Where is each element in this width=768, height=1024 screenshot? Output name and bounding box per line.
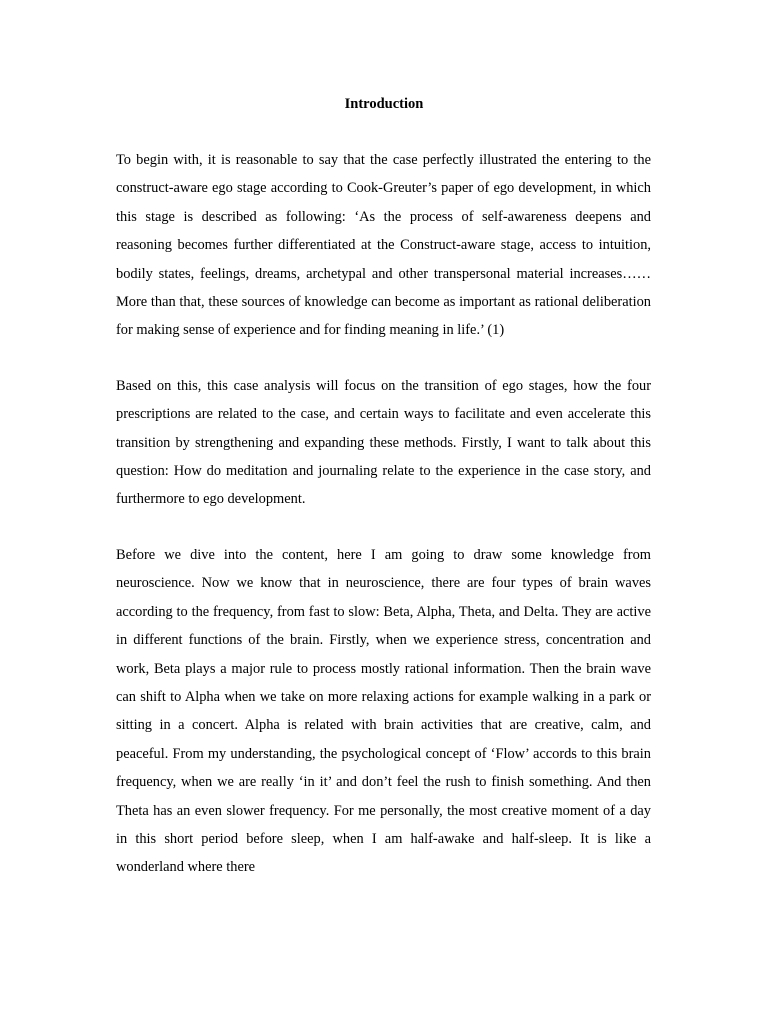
paragraph-1: To begin with, it is reasonable to say that the case perfectly illustrated the entering to the construct-aware ego stage according to Cook-Greuter’s paper of ego development, in which this stage is described as following: ‘As the process of self-awareness deepens and reasoning becomes further differentiated at the Construct-aware stage, access to intuition, bodily states, feelings, dreams, archetypal and other transpersonal material increases……More than that, these sources of knowledge can become as important as rational deliberation for making sense of experience and for finding meaning in life.’ (1): [116, 152, 651, 339]
page-title: Introduction: [344, 96, 424, 112]
paragraph-3: Before we dive into the content, here I am going to draw some knowledge from neuroscience. Now we know that in neuroscience, there are four types of brain waves according to the frequency, from fast to slow: Beta, Alpha, Theta, and Delta. They are active in different functions of the brain. Firstly, when we experience stress, concentration and work, Beta plays a major rule to process mostly rational information. Then the brain wave can shift to Alpha when we take on more relaxing actions for example walking in a park or sitting in a concert. Alpha is related with brain activities that are creative, calm, and peaceful. From my understanding, the psychological concept of ‘Flow’ accords to this brain frequency, when we are really ‘in it’ and don’t feel the rush to finish something. And then Theta has an even slower frequency. For me personally, the most creative moment of a day in this short period before sleep, when I am half-awake and half-sleep. It is like a wonderland where there: [116, 546, 651, 876]
paragraph-2: Based on this, this case analysis will focus on the transition of ego stages, how the four prescriptions are related to the case, and certain ways to facilitate and even accelerate this transition by strengthening and expanding these methods. Firstly, I want to talk about this question: How do meditation and journaling relate to the experience in the case story, and furthermore to ego development.: [116, 377, 651, 508]
document-body: [116, 146, 651, 909]
